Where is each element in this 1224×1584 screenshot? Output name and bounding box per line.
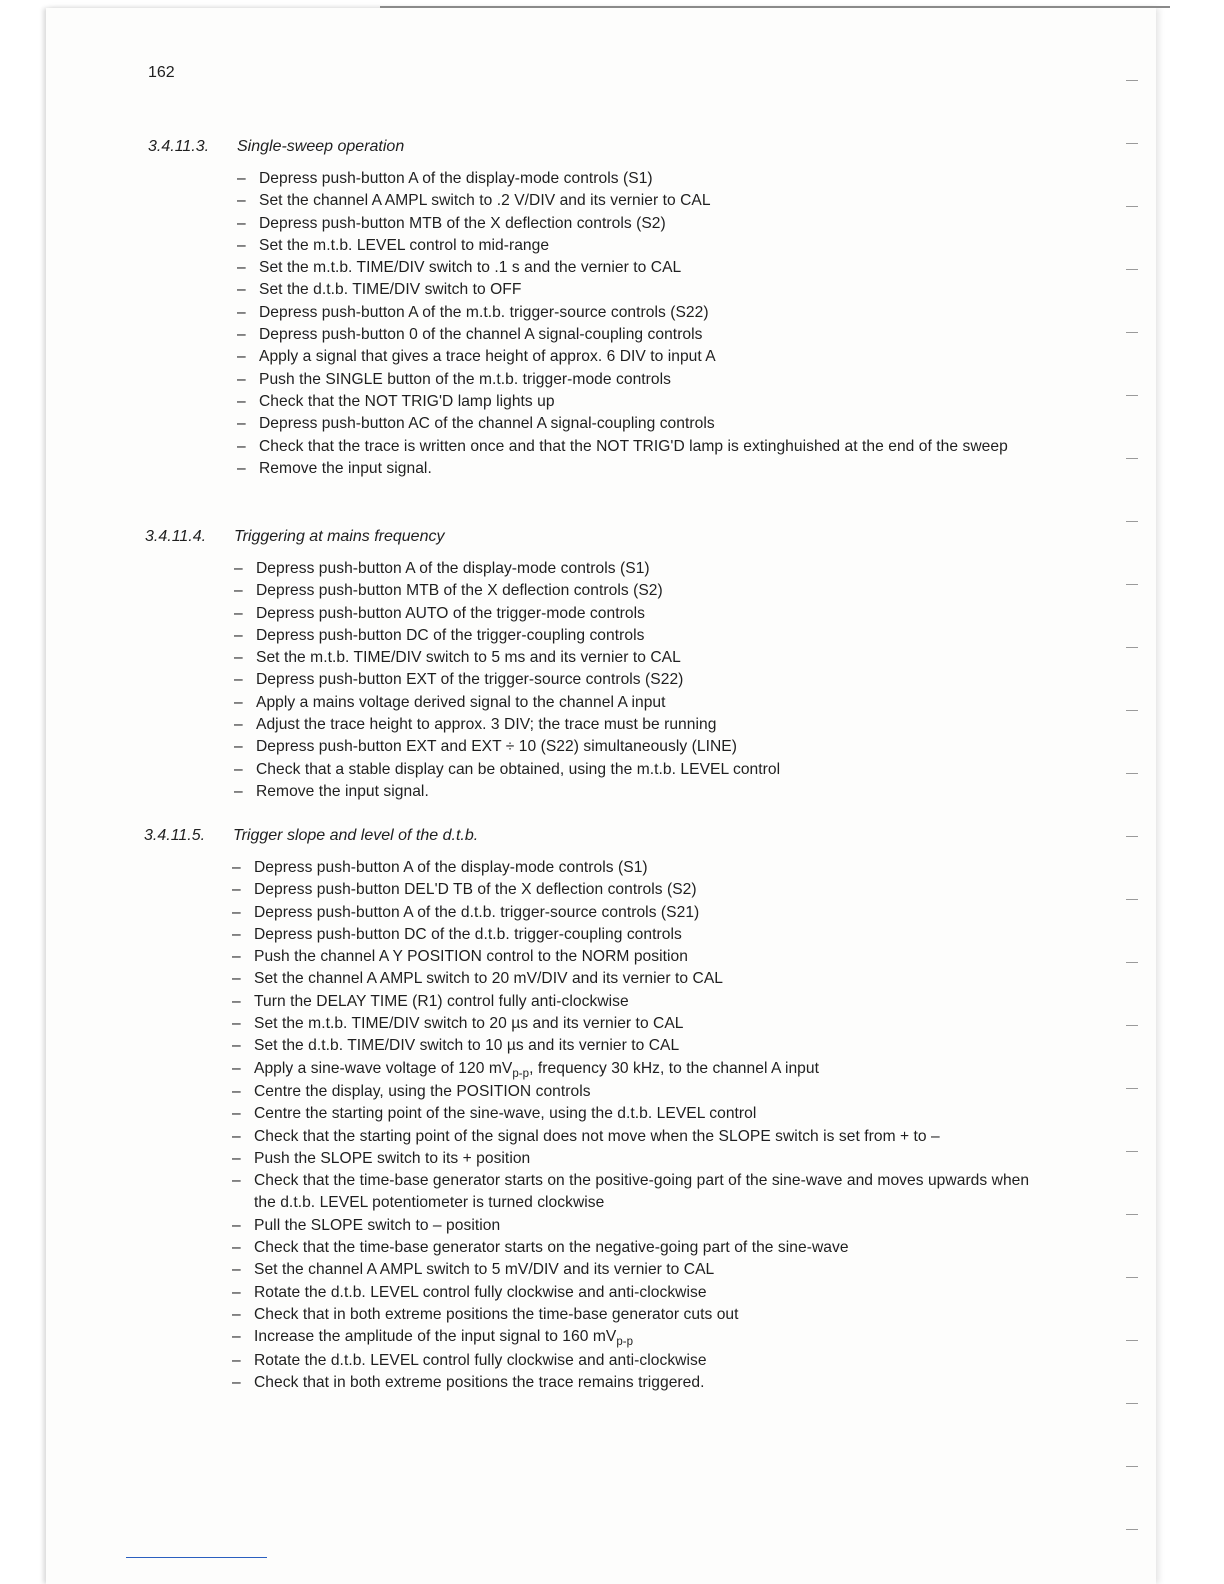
step-item [232, 968, 1042, 990]
step-list [237, 168, 1037, 480]
section-title: Trigger slope and level of the d.t.b. [233, 827, 479, 844]
step-text: Set the m.t.b. TIME/DIV switch to 5 ms and its vernier to CAL [256, 649, 681, 667]
step-text: Check that the time-base generator starts on the negative-going part of the sine-wave [254, 1239, 849, 1257]
step-item [234, 669, 1034, 691]
step-text: Set the d.t.b. TIME/DIV switch to OFF [259, 281, 522, 299]
step-item [232, 902, 1042, 924]
step-item [232, 1372, 1042, 1394]
step-text: Remove the input signal. [259, 459, 432, 477]
edge-tick [1126, 521, 1138, 522]
step-item [232, 1170, 1042, 1215]
step-text: Depress push-button EXT of the trigger-source controls (S22) [256, 671, 684, 689]
step-item [237, 436, 1037, 458]
step-item [232, 1282, 1042, 1304]
step-text: Apply a sine-wave voltage of 120 mV [254, 1059, 513, 1077]
step-item [234, 580, 1034, 602]
edge-tick [1126, 647, 1138, 648]
step-text: Set the d.t.b. TIME/DIV switch to 10 µs and its vernier to CAL [254, 1037, 680, 1055]
edge-tick [1126, 80, 1138, 81]
section-title: Single-sweep operation [237, 138, 405, 155]
edge-tick [1126, 332, 1138, 333]
edge-tick [1126, 458, 1138, 459]
edge-tick [1126, 962, 1138, 963]
edge-tick [1126, 1025, 1138, 1026]
edge-tick [1126, 836, 1138, 837]
step-item [232, 991, 1042, 1013]
step-text: Set the channel A AMPL switch to .2 V/DIV and its vernier to CAL [259, 192, 711, 210]
step-item [237, 279, 1037, 301]
section-number: 3.4.11.4. [145, 528, 207, 545]
edge-tick [1126, 773, 1138, 774]
edge-tick [1126, 1340, 1138, 1341]
step-text: Check that the starting point of the signal does not move when the SLOPE switch is set from + to – [254, 1127, 940, 1145]
step-item [232, 1350, 1042, 1372]
step-text: Check that a stable display can be obtained, using the m.t.b. LEVEL control [256, 760, 781, 778]
step-item [237, 190, 1037, 212]
edge-tick [1126, 1403, 1138, 1404]
step-text: Push the SLOPE switch to its + position [254, 1149, 531, 1167]
step-item [237, 369, 1037, 391]
step-item [237, 257, 1037, 279]
step-item [232, 1215, 1042, 1237]
step-text: Check that in both extreme positions the time-base generator cuts out [254, 1305, 739, 1323]
step-item [234, 625, 1034, 647]
edge-tick [1126, 899, 1138, 900]
step-text: Depress push-button DC of the d.t.b. trigger-coupling controls [254, 925, 682, 943]
step-list [234, 558, 1034, 803]
step-text: Depress push-button EXT and EXT ÷ 10 (S22) simultaneously (LINE) [256, 738, 737, 756]
footer-rule [126, 1557, 267, 1558]
step-item [232, 924, 1042, 946]
step-item [237, 168, 1037, 190]
edge-tick [1126, 395, 1138, 396]
step-item [234, 714, 1034, 736]
step-text: Depress push-button AC of the channel A signal-coupling controls [259, 415, 715, 433]
step-text: Depress push-button MTB of the X deflection controls (S2) [256, 582, 663, 600]
step-text: Depress push-button A of the m.t.b. trigger-source controls (S22) [259, 303, 709, 321]
step-subscript: p-p [616, 1336, 634, 1349]
edge-tick [1126, 206, 1138, 207]
step-text: Apply a signal that gives a trace height of approx. 6 DIV to input A [259, 348, 716, 366]
step-item [237, 213, 1037, 235]
edge-tick [1126, 1214, 1138, 1215]
edge-tick [1126, 1088, 1138, 1089]
step-list [232, 857, 1042, 1394]
step-item [234, 759, 1034, 781]
step-subscript: p-p [512, 1067, 530, 1080]
edge-tick [1126, 584, 1138, 585]
step-text: Apply a mains voltage derived signal to the channel A input [256, 693, 666, 711]
step-text: Check that the time-base generator starts on the positive-going part of the sine-wave and moves upwards when the d.t.b. LEVEL potentiometer is turned clockwise [254, 1172, 1030, 1212]
step-text: Depress push-button A of the display-mode controls (S1) [256, 560, 650, 577]
step-text: Set the channel A AMPL switch to 20 mV/DIV and its vernier to CAL [254, 970, 723, 988]
step-item [232, 1013, 1042, 1035]
step-item [232, 1259, 1042, 1281]
step-item [237, 458, 1037, 480]
step-text-continued: , frequency 30 kHz, to the channel A input [529, 1059, 820, 1077]
step-item [234, 781, 1034, 803]
step-item [232, 1237, 1042, 1259]
step-item [232, 857, 1042, 879]
step-text: Depress push-button A of the d.t.b. trigger-source controls (S21) [254, 903, 700, 921]
edge-tick [1126, 1529, 1138, 1530]
step-text: Push the channel A Y POSITION control to the NORM position [254, 948, 688, 966]
step-item [237, 235, 1037, 257]
edge-tick [1126, 1277, 1138, 1278]
step-text: Check that the NOT TRIG'D lamp lights up [259, 392, 555, 410]
section-number: 3.4.11.5. [144, 827, 206, 844]
step-text: Depress push-button A of the display-mode controls (S1) [259, 170, 653, 187]
step-text: Check that the trace is written once and that the NOT TRIG'D lamp is extinghuished at the end of the sweep [259, 437, 1008, 455]
step-item [232, 1126, 1042, 1148]
step-item [232, 946, 1042, 968]
step-text: Increase the amplitude of the input signal to 160 mV [254, 1328, 617, 1346]
step-text: Depress push-button A of the display-mode controls (S1) [254, 859, 648, 876]
step-item [234, 736, 1034, 758]
edge-tick [1126, 710, 1138, 711]
step-item [237, 413, 1037, 435]
step-item [232, 1081, 1042, 1103]
step-item [237, 324, 1037, 346]
edge-tick [1126, 1151, 1138, 1152]
step-text: Adjust the trace height to approx. 3 DIV; the trace must be running [256, 716, 717, 734]
binding-edge-marks [1122, 0, 1142, 1584]
step-item [234, 558, 1034, 580]
step-text: Set the channel A AMPL switch to 5 mV/DIV and its vernier to CAL [254, 1261, 715, 1279]
step-item [232, 1058, 1042, 1081]
step-text: Set the m.t.b. TIME/DIV switch to 20 µs and its vernier to CAL [254, 1015, 684, 1033]
step-text: Pull the SLOPE switch to – position [254, 1216, 501, 1234]
step-text: Depress push-button 0 of the channel A signal-coupling controls [259, 326, 703, 344]
page-number: 162 [148, 64, 175, 81]
section-number: 3.4.11.3. [148, 138, 210, 155]
step-text: Depress push-button DEL'D TB of the X deflection controls (S2) [254, 881, 697, 899]
section-title: Triggering at mains frequency [234, 528, 445, 545]
step-item [232, 1148, 1042, 1170]
step-text: Rotate the d.t.b. LEVEL control fully clockwise and anti-clockwise [254, 1283, 707, 1301]
step-text: Remove the input signal. [256, 782, 429, 800]
step-text: Depress push-button AUTO of the trigger-mode controls [256, 604, 645, 622]
step-text: Turn the DELAY TIME (R1) control fully anti-clockwise [254, 992, 629, 1010]
step-item [237, 346, 1037, 368]
step-item [234, 603, 1034, 625]
step-item [232, 1035, 1042, 1057]
step-text: Set the m.t.b. TIME/DIV switch to .1 s and the vernier to CAL [259, 259, 682, 277]
step-item [232, 1103, 1042, 1125]
edge-tick [1126, 269, 1138, 270]
edge-tick [1126, 1466, 1138, 1467]
step-text: Centre the display, using the POSITION controls [254, 1082, 591, 1100]
step-item [232, 879, 1042, 901]
step-text: Check that in both extreme positions the trace remains triggered. [254, 1373, 705, 1391]
step-item [234, 647, 1034, 669]
step-text: Set the m.t.b. LEVEL control to mid-range [259, 236, 550, 254]
step-text: Centre the starting point of the sine-wave, using the d.t.b. LEVEL control [254, 1105, 757, 1123]
step-item [237, 391, 1037, 413]
step-item [234, 692, 1034, 714]
step-item [237, 302, 1037, 324]
step-text: Rotate the d.t.b. LEVEL control fully clockwise and anti-clockwise [254, 1351, 707, 1369]
step-text: Depress push-button DC of the trigger-coupling controls [256, 626, 645, 644]
step-item [232, 1304, 1042, 1326]
edge-tick [1126, 143, 1138, 144]
step-text: Depress push-button MTB of the X deflection controls (S2) [259, 214, 666, 232]
step-item [232, 1326, 1042, 1349]
top-rule [380, 6, 1170, 8]
step-text: Push the SINGLE button of the m.t.b. trigger-mode controls [259, 370, 672, 388]
